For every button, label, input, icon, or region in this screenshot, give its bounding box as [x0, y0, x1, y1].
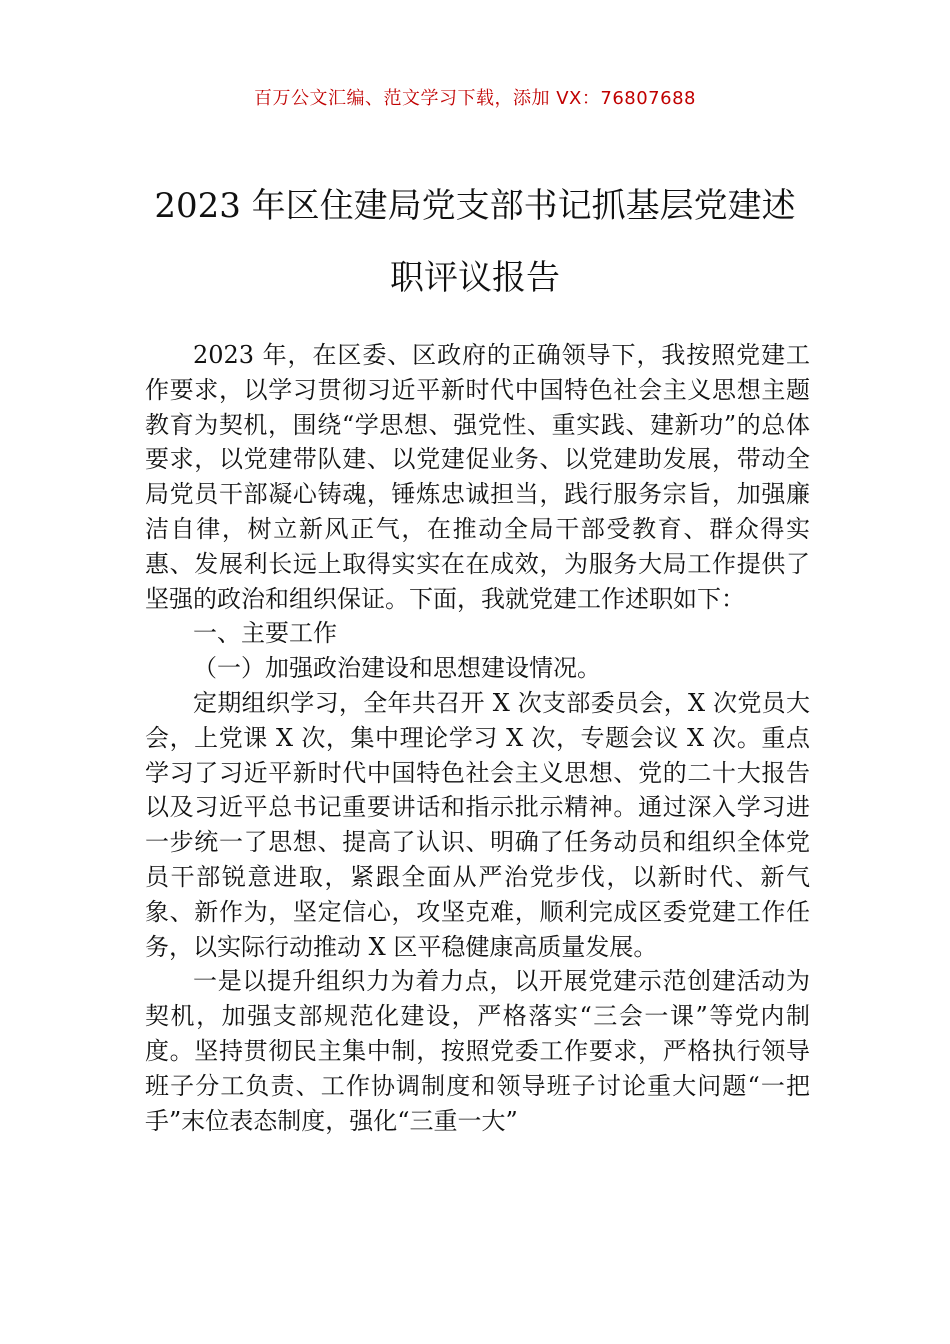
intro-paragraph: 2023 年，在区委、区政府的正确领导下，我按照党建工作要求，以学习贯彻习近平新时代中国特色社会主义思想主题教育为契机，围绕“学思想、强党性、重实践、建新功”的总体要求，以党建带队建、以党建促业务、以党建助发展，带动全局党员干部凝心铸魂，锤炼忠诚担当，践行服务宗旨，加强廉洁自律，树立新风正气，在推动全局干部受教育、群众得实惠、发展利长远上取得实实在在成效，为服务大局工作提供了坚强的政治和组织保证。下面，我就党建工作述职如下： — [145, 341, 810, 613]
document-body — [145, 338, 810, 1138]
title-line-1: 2023 年区住建局党支部书记抓基层党建述 — [154, 186, 796, 226]
section-heading-main-work: 一、主要工作 — [193, 619, 337, 648]
header-watermark-note: 百万公文汇编、范文学习下载，添加 VX：76807688 — [254, 88, 696, 109]
subsection-heading-political-building: （一）加强政治建设和思想建设情况。 — [193, 654, 601, 683]
document-title — [120, 170, 830, 314]
title-line-2: 职评议报告 — [390, 258, 560, 298]
organization-paragraph: 一是以提升组织力为着力点，以开展党建示范创建活动为契机，加强支部规范化建设，严格落实“三会一课”等党内制度。坚持贯彻民主集中制，按照党委工作要求，严格执行领导班子分工负责、工作协调制度和领导班子讨论重大问题“一把手”末位表态制度，强化“三重一大” — [145, 967, 810, 1135]
study-paragraph: 定期组织学习，全年共召开 X 次支部委员会，X 次党员大会，上党课 X 次，集中理论学习 X 次，专题会议 X 次。重点学习了习近平新时代中国特色社会主义思想、党的二十大报告以及习近平总书记重要讲话和指示批示精神。通过深入学习进一步统一了思想、提高了认识、明确了任务动员和组织全体党员干部锐意进取，紧跟全面从严治党步伐，以新时代、新气象、新作为，坚定信心，攻坚克难，顺利完成区委党建工作任务，以实际行动推动 X 区平稳健康高质量发展。 — [145, 688, 810, 961]
